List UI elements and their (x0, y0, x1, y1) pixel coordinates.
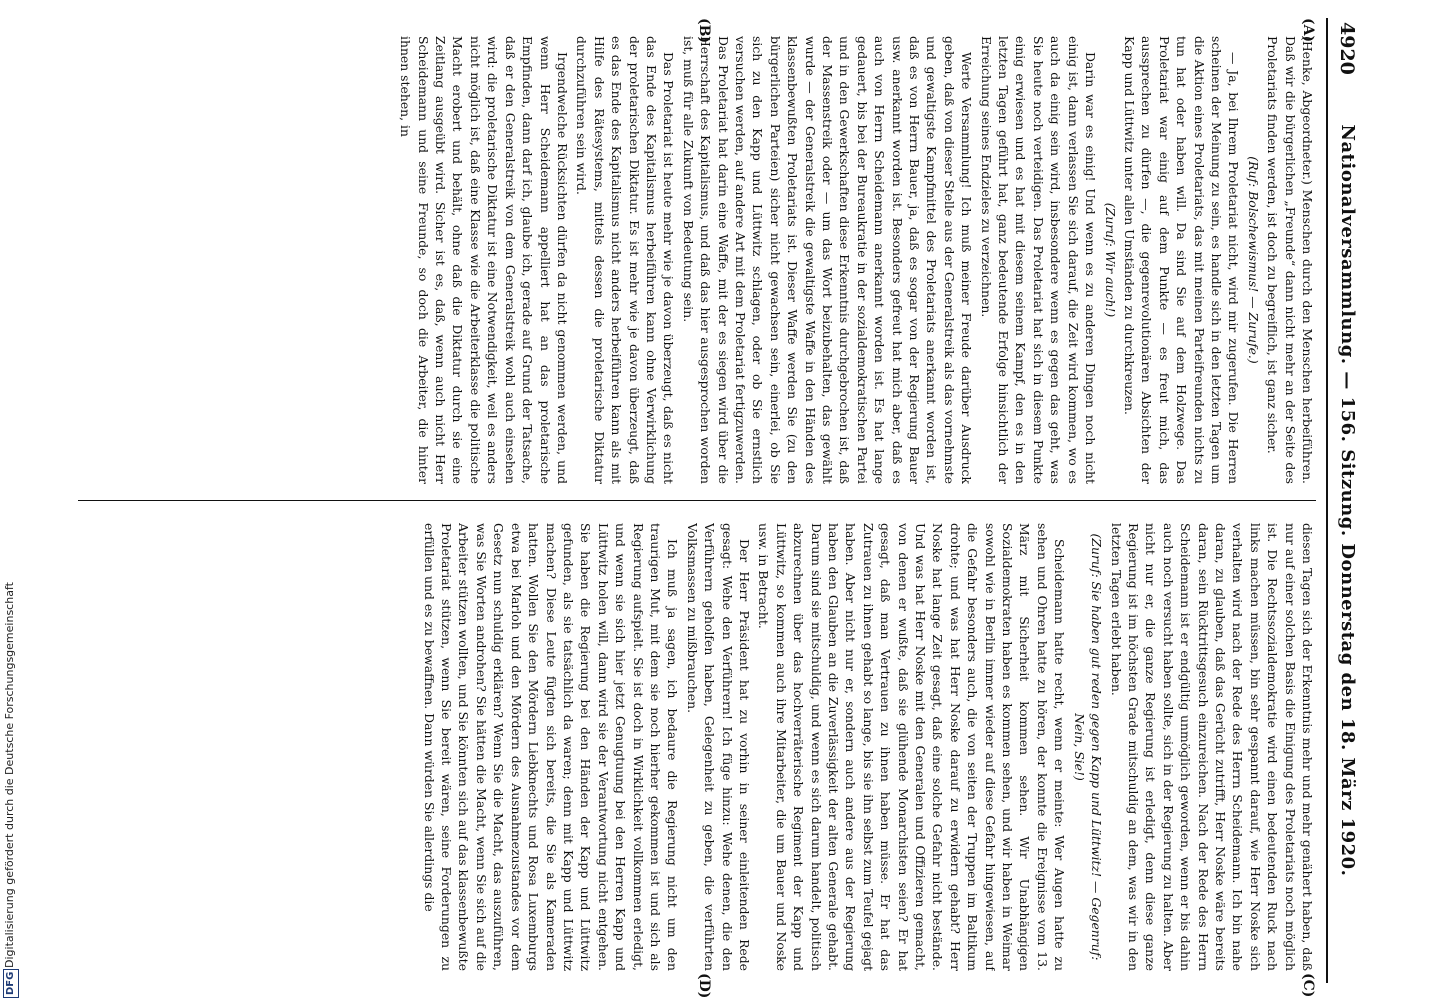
interjection: (Zuruf: Wir auch!) (1102, 202, 1118, 318)
dfg-logo-icon: DFG (3, 969, 19, 998)
digitization-credit (0, 0, 24, 1000)
credit-text: Digitalisierung gefördert durch die Deutsche Forschungsgemeinschaft (3, 582, 16, 968)
margin-marker-b: (B) (696, 18, 712, 44)
paragraph: Irgendwelche Rücksichten dürfen da nicht genommen werden, und wenn Herr Scheidemann appelliert hat an das proletarische Empfinden, dann darf ich, glaube ich, gerade auf Grund der Tatsache, daß er den Generalstreik von dem Generalstreik wohl auch einsehen wird: die proletarische Diktatur ist eine Notwendigkeit, weil es anders nicht möglich ist, daß eine Klasse wie die Arbeiterklasse die politische Macht erobert und behält, ohne daß die Diktatur durch sie eine Zeitlang ausgeübt wird. Sicher ist es, daß, wenn auch nicht Herr Scheidemann und seine Freunde, so doch die Arbeiter, die hinter ihnen stehen, in (398, 36, 570, 484)
document-page (72, 18, 1362, 999)
paragraph: — Ja, bei Ihrem Proletariat nicht, wird mir zugerufen. Die Herren scheinen der Meinung zu sein, es handle sich in den letzten Tagen um die Aktion eines Proletariats, das mit meinen Parteifreunden nichts zu tun hat oder haben will. Da sind Sie auf dem Holzwege. Das Proletariat war einig auf dem Punkte — es freut mich, das aussprechen zu dürfen —, die gegenrevolutionären Absichten der Kapp und Lüttwitz unter allen Umständen zu durchkreuzen. (1121, 36, 1242, 484)
paragraph: Werte Versammlung! Ich muß meiner Freude darüber Ausdruck geben, daß von dieser Stelle aus der Generalstreik als das vornehmste und gewaltigste Kampfmittel des Proletariats anerkannt worden ist, daß es von Herrn Bauer, ja, daß es sogar von der Regierung Bauer usw. anerkannt worden ist. Besonders gefreut hat mich aber, daß es auch von Herrn Scheidemann anerkannt worden ist. Es hat lange gedauert, bis bei der Bureaukratie in der sozialdemokratischen Partei und in den Gewerkschaften diese Erkenntnis durchgebrochen ist, daß der Massenstreik oder — um das Wort beizubehalten, das gewählt wurde — der Generalstreik die gewaltigste Waffe in den Händen des klassenbewußten Proletariats ist. Dieser Waffe werden Sie (zu den bürgerlichen Parteien) sicher nicht gewachsen sein, einerlei, ob Sie sich zu den Kapp und Lüttwitz schlagen, oder ob Sie ernstlich versuchen werden, auf andere Art mit dem Proletariat fertigzuwerden. Das Proletariat hat darin eine Waffe, mit der es siegen wird über die Herrschaft des Kapitalismus, und daß das hier ausgesprochen worden ist, muß für alle Zukunft von Bedeutung sein. (680, 36, 975, 484)
margin-marker-c: (C) (1300, 973, 1316, 998)
paragraph: diesen Tagen sich der Erkenntnis mehr und mehr genähert haben, daß nur auf einer solchen Basis die Einigung des Proletariats noch möglich ist. Die Rechtssozialdemokratie wird einen bedeutenden Ruck nach links machen müssen, bin sehr gespannt darauf, wie Herr Noske sich verhalten wird nach der Rede des Herrn Scheidemann. Ich bin nahe daran, zu glauben, daß das Gerücht zutrifft, Herr Noske wäre bereits daran, sein Rücktrittsgesuch einzureichen. Nach der Rede des Herrn Scheidemann ist er endgültig unmöglich geworden, wenn er bis dahin auch noch versucht haben sollte, sich in der Regierung zu halten. Aber nicht nur er, die ganze Regierung ist erledigt, denn diese ganze Regierung ist im höchsten Grade mitschuldig an dem, was wir in den letzten Tagen erlebt haben. (1108, 523, 1315, 971)
paragraph: Das Proletariat ist heute mehr wie je davon überzeugt, daß es nicht das Ende des Kapitalismus herbeiführen kann ohne Verwirklichung der proletarischen Diktatur. Es ist mehr wie je davon überzeugt, daß es das Ende des Kapitalismus nicht anders herbeiführen kann als mit Hilfe des Rätesystems, mittels dessen die proletarische Diktatur durchzuführen sein wird. (574, 36, 677, 484)
paragraph: Ich muß ja sagen, ich bedaure die Regierung nicht um den traurigen Mut, mit dem sie noch hierher gekommen ist und sich als Regierung aufspielt. Sie ist doch in Wirklichkeit vollkommen erledigt, und wenn sie sich hier jetzt Genugtuung bei den Herren Kapp und Lüttwitz holen will, dann wird sie der Verantwortung nicht entgehen. Sie haben die Regierung bei den Händen der Kapp und Lüttwitz gefunden, als sie tatsächlich da waren; denn mit Kapp und Lüttwitz machen? Diese Leute fügten sich bereits, die Sie als Kameraden hatten. Wollen Sie den Mördern Liebknechts und Rosa Luxemburgs etwa bei Marloh und den Mördern des Ausnahmezustandes vor dem Gesetz nun schuldig erklären? Wenn Sie die Macht, das auszuführen, was Sie Worten androhen? Sie hätten die Macht, wenn Sie sich auf die Arbeiter stützen wollten, und Sie könnten sich auf das klassenbewußte Proletariat stützen, wenn Sie bereit wären, seine Forderungen zu erfüllen und es zu bewaffnen. Dann würden Sie allerdings die (421, 523, 681, 971)
page-number: 4920 (1336, 22, 1358, 75)
margin-marker-a: (A) (1300, 18, 1316, 43)
column-divider (78, 500, 1316, 501)
paragraph: Darin war es einig! Und wenn es zu anderen Dingen noch nicht einig ist, dann verlassen Sie sich darauf, die Zeit wird kommen, wo es auch da einig sein wird, insbesondere wenn es gegen das geht, was Sie heute noch verteidigen. Das Proletariat hat sich in diesem Punkte einig erwiesen und es hat mit diesem seinem Kampf, den es in den letzten Tagen geführt hat, ganz bedeutende Erfolge hinsichtlich der Erreichung seines Endzieles zu verzeichnen. (978, 36, 1099, 484)
page-header (1326, 18, 1362, 983)
margin-marker-d: (D) (696, 973, 712, 999)
right-column (78, 523, 1316, 971)
interjection: (Ruf: Bolschewismus! — Zurufe.) (1245, 156, 1261, 364)
paragraph: Der Herr Präsident hat zu vorhin in seiner einleitenden Rede gesagt: Wehe den Verführern! Ich füge hinzu: Wehe denen, die den Verführern geholfen haben, Gelegenheit zu geben, die verführten Volksmassen zu mißbrauchen. (684, 523, 752, 971)
paragraph: (Henke, Abgeordneter.) Menschen durch den Menschen herbeiführen. Daß wir die bürgerlichen „Freunde“ dann nicht mehr an der Seite des Proletariats finden werden, ist doch zu begreiflich, ist ganz sicher. (1265, 36, 1315, 484)
running-title: Nationalversammlung. — 156. Sitzung. Donnerstag den 18. März 1920. (1337, 124, 1358, 877)
paragraph: Scheidemann hatte recht, wenn er meinte: Wer Augen hatte zu sehen und Ohren hatte zu hören, der konnte die Ereignisse vom 13. März mit Sicherheit kommen sehen. Wir Unabhängigen Sozialdemokraten haben es kommen sehen, und wir haben in Weimar sowohl wie in Berlin immer wieder auf diese Gefahr hingewiesen, auf die Gefahr besonders auch, die von seiten der Truppen im Baltikum drohte; und was hat Herr Noske darauf zu erwidern gehabt? Herr Noske hat lange Zeit gesagt, daß eine solche Gefahr nicht bestände. Und was hat Herr Noske mit den Generalen und Offizieren gemacht, von denen er wußte, daß sie glühende Monarchisten seien? Er hat gesagt, daß man Vertrauen zu ihnen haben müsse. Er hat das Zutrauen zu ihnen gehabt so lange, bis sie ihn selbst zum Teufel gejagt haben. Aber nicht nur er, sondern auch andere aus der Regierung haben den Glauben an die Zuverlässigkeit der alten Generale gehabt. Darum sind sie mitschuldig, und wenn es sich darum handelt, politisch abzurechnen über das hochverräterische Regiment der Kapp und Lüttwitz, so kommen auch ihre Mitarbeiter, die um Bauer und Noske usw. in Betracht. (756, 523, 1068, 971)
left-column (78, 36, 1316, 484)
interjection: (Zuruf: Sie haben gut reden gegen Kapp und Lüttwitz! — Gegenruf: Nein, Sie!) (1071, 533, 1105, 961)
